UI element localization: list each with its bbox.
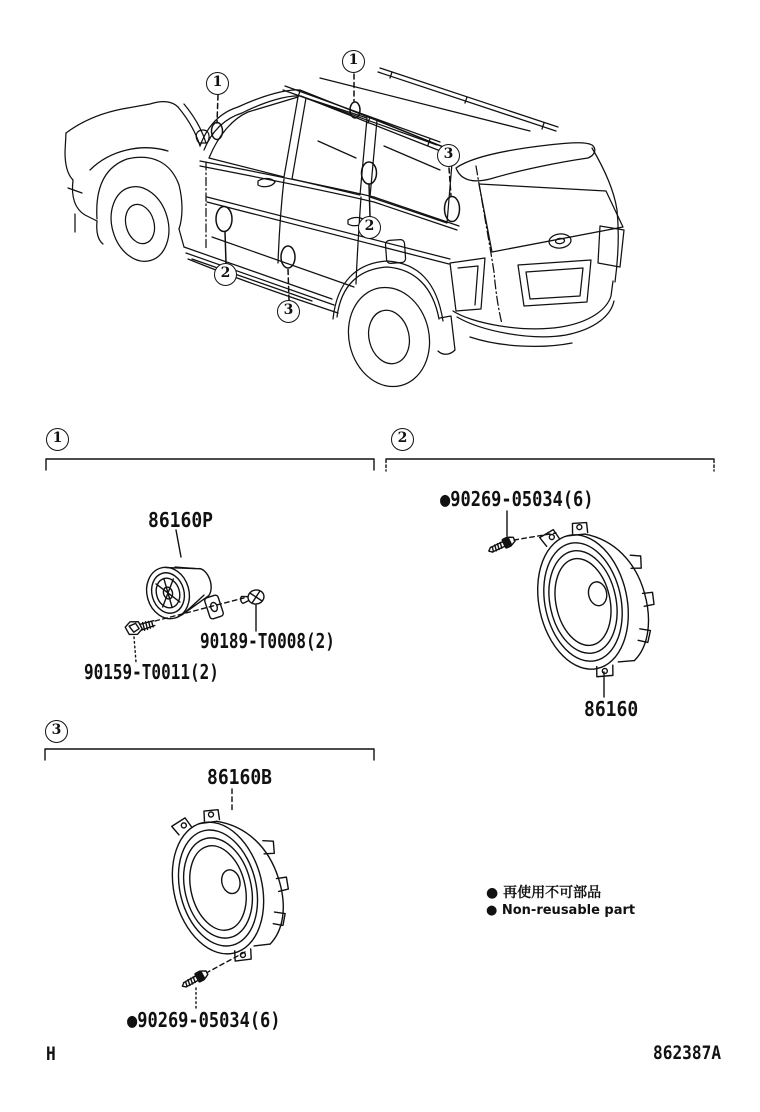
door-speaker-drawing (486, 510, 667, 697)
drawing-code: 862387A (653, 1042, 722, 1064)
callout-2-front-door: 2 (214, 263, 237, 286)
vehicle-line-art (65, 68, 624, 395)
rear-speaker-drawing (156, 789, 303, 1010)
legend-japanese: ● 再使用不可部品 (486, 885, 602, 901)
part-label-90159-T0011: 90159-T0011(2) (84, 660, 219, 684)
section-1-number: 1 (46, 428, 69, 451)
bolt-drawing (124, 616, 156, 637)
page-marker: H (46, 1043, 56, 1065)
part-label-90269-05034-b: ●90269-05034(6) (127, 1008, 281, 1032)
part-label-90189-T0008: 90189-T0008(2) (200, 629, 335, 653)
part-label-86160P: 86160P (148, 508, 214, 532)
part-label-90269-05034-a: ●90269-05034(6) (440, 487, 594, 511)
legend-english: ● Non-reusable part (486, 903, 636, 918)
callout-3-rear-door: 3 (277, 300, 300, 323)
callout-1-roof: 1 (342, 50, 365, 73)
screw-drawing (180, 968, 210, 991)
section-3-number: 3 (45, 720, 68, 743)
non-reusable-legend (486, 884, 635, 919)
callout-1-front-pillar: 1 (206, 72, 229, 95)
section-2-number: 2 (391, 428, 414, 451)
callout-3-quarter: 3 (437, 144, 460, 167)
callout-2-rear-door: 2 (358, 216, 381, 239)
screw-drawing (486, 534, 516, 556)
part-label-86160: 86160 (584, 697, 639, 721)
part-label-86160B: 86160B (207, 765, 273, 789)
